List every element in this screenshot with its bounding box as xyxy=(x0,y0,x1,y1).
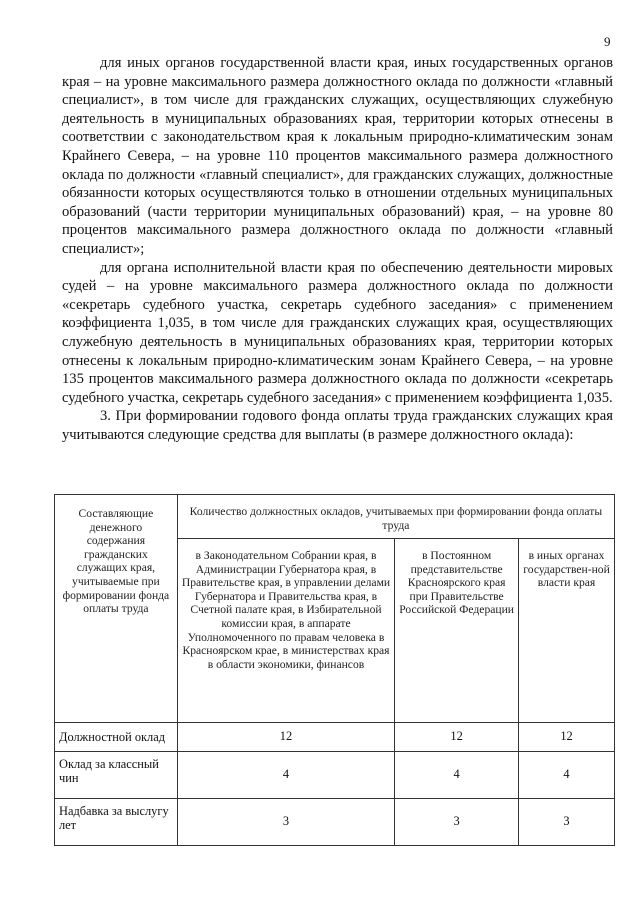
cell-value: 3 xyxy=(395,799,519,846)
row-label: Оклад за классный чин xyxy=(55,752,178,799)
cell-value: 3 xyxy=(177,799,394,846)
paragraph: для органа исполнительной власти края по обеспечению деятельности мировых судей – на уровне максимального размера должностного оклада по должности «секретарь судебного участка, секретарь судебного заседания» с применением коэффициента 1,035, в том числе для гражданских служащих края, осуществляющих служебную деятельность в муниципальных образованиях края, территории которых отнесены к локальным природно-климатическим зонам Крайнего Севера, – на уровне 135 процентов максимального размера должностного оклада по должности «секретарь судебного участка, секретарь судебного заседания» с применением коэффициента 1,035. xyxy=(62,259,613,406)
paragraph: для иных органов государственной власти края, иных государственных органов края – на уровне максимального размера должностного оклада по должности «главный специалист», в том числе для гражданских служащих, осуществляющих служебную деятельность в муниципальных образованиях края, территории которых отнесены в соответствии с законодательством края к локальным природно-климатическим зонам Крайнего Севера, – на уровне 110 процентов максимального размера должностного оклада по должности «главный специалист», для гражданских служащих, должностные обязанности которых осуществляются только в отношении отдельных муниципальных образований (части территории муниципальных образований) края, – на уровне 80 процентов максимального размера должностного оклада по должности «главный специалист»; xyxy=(62,55,613,257)
column-header: в иных органах государствен-ной власти края xyxy=(519,539,615,723)
column-header: в Законодательном Собрании края, в Администрации Губернатора края, в Правительстве края, в управлении делами Губернатора и Правительства края, в Счетной палате края, в Избирательной комиссии края, в аппарате Уполномоченного по правам человека в Красноярском крае, в министерствах края в области экономики, финансов xyxy=(177,539,394,723)
table-row xyxy=(55,752,615,799)
row-label: Должностной оклад xyxy=(55,723,178,752)
cell-value: 3 xyxy=(519,799,615,846)
group-header: Количество должностных окладов, учитываемых при формировании фонда оплаты труда xyxy=(177,495,614,539)
cell-value: 4 xyxy=(395,752,519,799)
column-header: в Постоянном представительстве Красноярского края при Правительстве Российской Федерации xyxy=(395,539,519,723)
table-header-row xyxy=(55,495,615,539)
page-number: 9 xyxy=(604,34,611,49)
row-label: Надбавка за выслугу лет xyxy=(55,799,178,846)
salary-components-table xyxy=(54,494,615,846)
corner-header: Составляющие денежного содержания гражданских служащих края, учитываемые при формировании фонда оплаты труда xyxy=(55,495,178,723)
document-body xyxy=(62,54,613,444)
paragraph: 3. При формировании годового фонда оплаты труда гражданских служащих края учитываются следующие средства для выплаты (в размере должностного оклада): xyxy=(62,408,613,443)
table-row xyxy=(55,723,615,752)
table-row xyxy=(55,799,615,846)
cell-value: 4 xyxy=(177,752,394,799)
cell-value: 12 xyxy=(519,723,615,752)
cell-value: 12 xyxy=(177,723,394,752)
cell-value: 4 xyxy=(519,752,615,799)
cell-value: 12 xyxy=(395,723,519,752)
